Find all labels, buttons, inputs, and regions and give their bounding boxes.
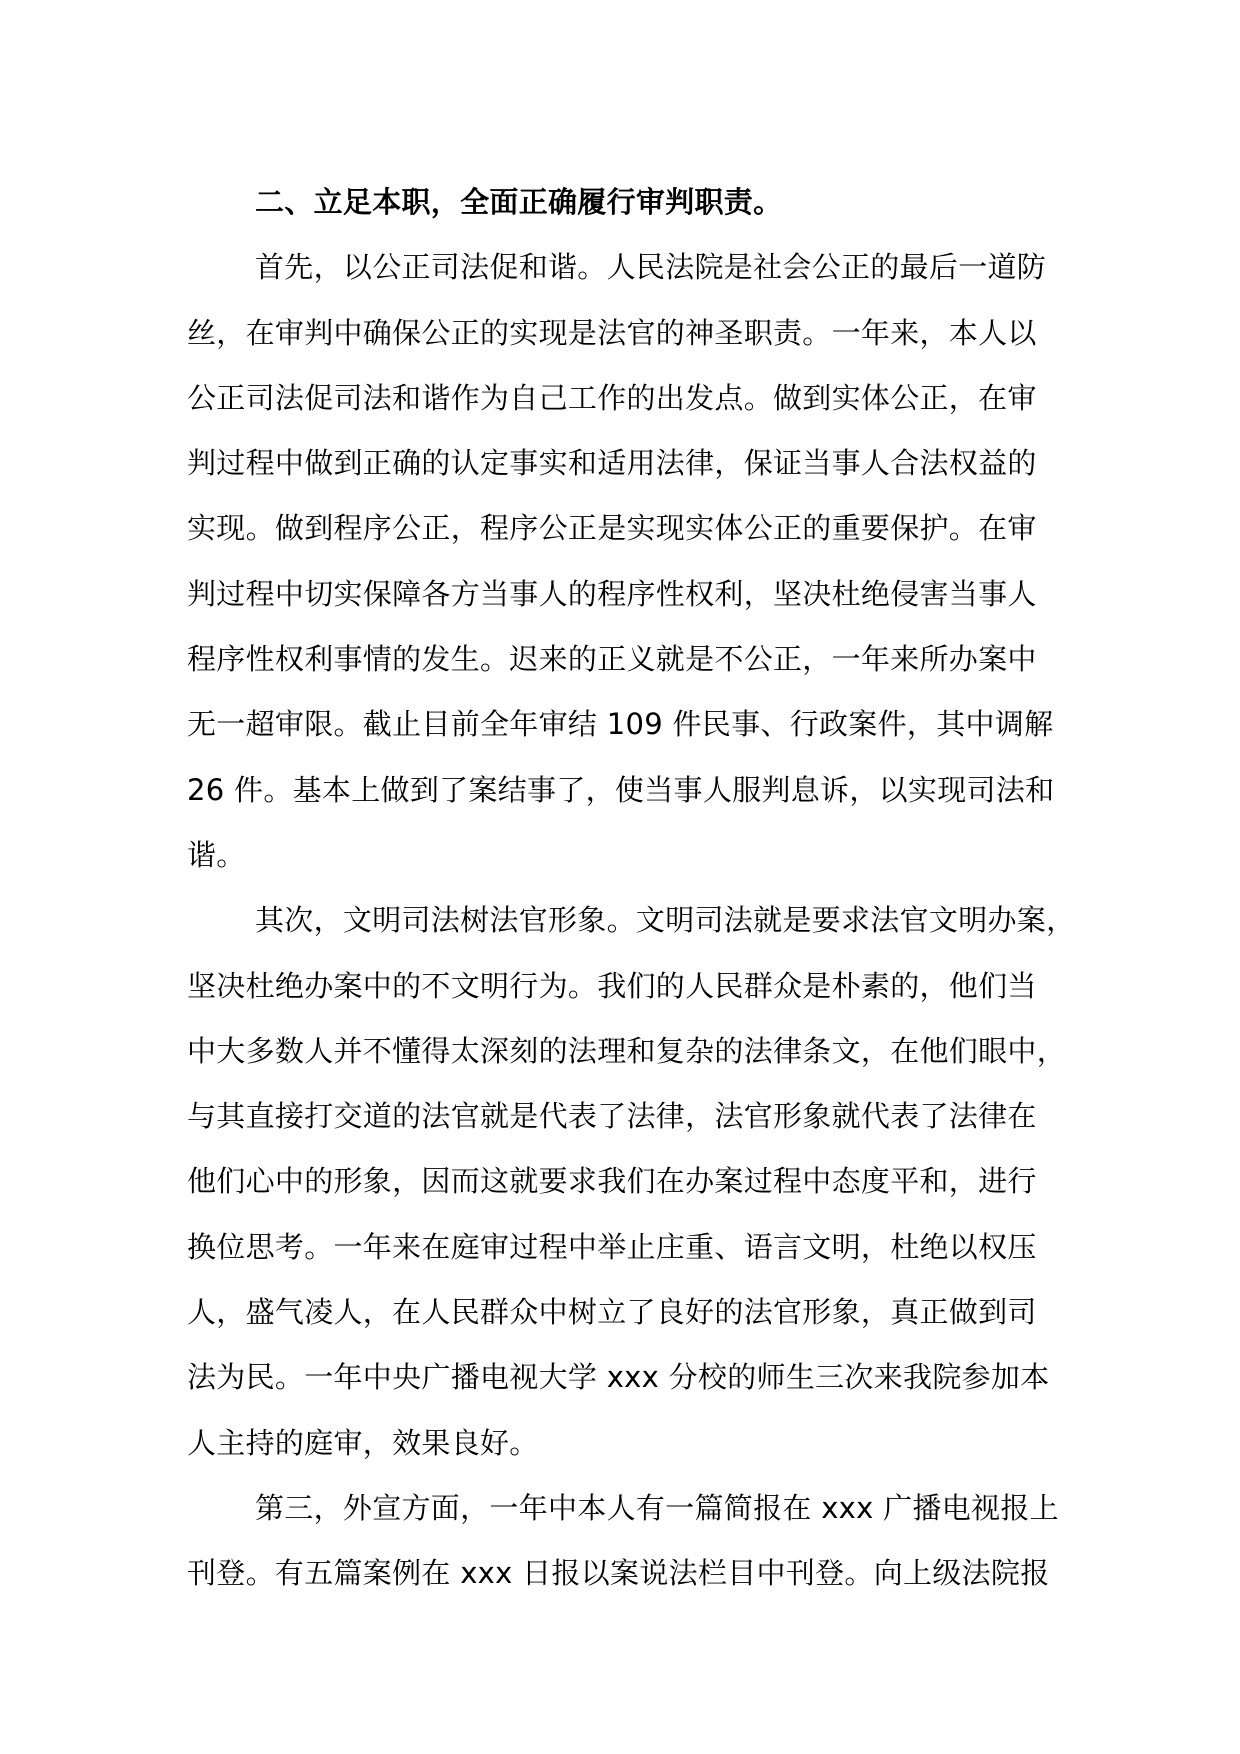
paragraph-line: 换位思考。一年来在庭审过程中举止庄重、语言文明，杜绝以权压	[187, 1229, 1037, 1264]
paragraph-line: 丝，在审判中确保公正的实现是法官的神圣职责。一年来，本人以	[187, 315, 1037, 350]
section-heading: 二、立足本职，全面正确履行审判职责。	[255, 185, 783, 219]
paragraph-line: 与其直接打交道的法官就是代表了法律，法官形象就代表了法律在	[187, 1099, 1037, 1134]
document-page	[187, 170, 1077, 1607]
paragraph-line: 人主持的庭审，效果良好。	[187, 1425, 539, 1460]
paragraph-line: 谐。	[187, 837, 246, 872]
paragraph-line: 无一超审限。截止目前全年审结 109 件民事、行政案件，其中调解	[187, 707, 1054, 742]
paragraph-line: 人，盛气凌人，在人民群众中树立了良好的法官形象，真正做到司	[187, 1295, 1037, 1330]
paragraph-line: 刊登。有五篇案例在 xxx 日报以案说法栏目中刊登。向上级法院报	[187, 1556, 1050, 1591]
paragraph-line: 程序性权利事情的发生。迟来的正义就是不公正，一年来所办案中	[187, 642, 1037, 677]
paragraph-line: 中大多数人并不懂得太深刻的法理和复杂的法律条文，在他们眼中，	[187, 1033, 1067, 1068]
paragraph-line: 判过程中切实保障各方当事人的程序性权利，坚决杜绝侵害当事人	[187, 576, 1037, 611]
paragraph-line: 第三，外宣方面，一年中本人有一篇简报在 xxx 广播电视报上	[255, 1490, 1059, 1525]
paragraph-line: 首先，以公正司法促和谐。人民法院是社会公正的最后一道防	[255, 250, 1047, 285]
paragraph-line: 坚决杜绝办案中的不文明行为。我们的人民群众是朴素的，他们当	[187, 968, 1037, 1003]
paragraph-line: 26 件。基本上做到了案结事了，使当事人服判息诉，以实现司法和	[187, 772, 1055, 807]
paragraph-line: 法为民。一年中央广播电视大学 xxx 分校的师生三次来我院参加本	[187, 1360, 1050, 1395]
paragraph-line: 其次，文明司法树法官形象。文明司法就是要求法官文明办案，	[255, 903, 1076, 938]
paragraph-line: 实现。做到程序公正，程序公正是实现实体公正的重要保护。在审	[187, 511, 1037, 546]
paragraph-line: 判过程中做到正确的认定事实和适用法律，保证当事人合法权益的	[187, 446, 1037, 481]
paragraph-line: 他们心中的形象，因而这就要求我们在办案过程中态度平和，进行	[187, 1164, 1037, 1199]
paragraph-line: 公正司法促司法和谐作为自己工作的出发点。做到实体公正，在审	[187, 380, 1037, 415]
